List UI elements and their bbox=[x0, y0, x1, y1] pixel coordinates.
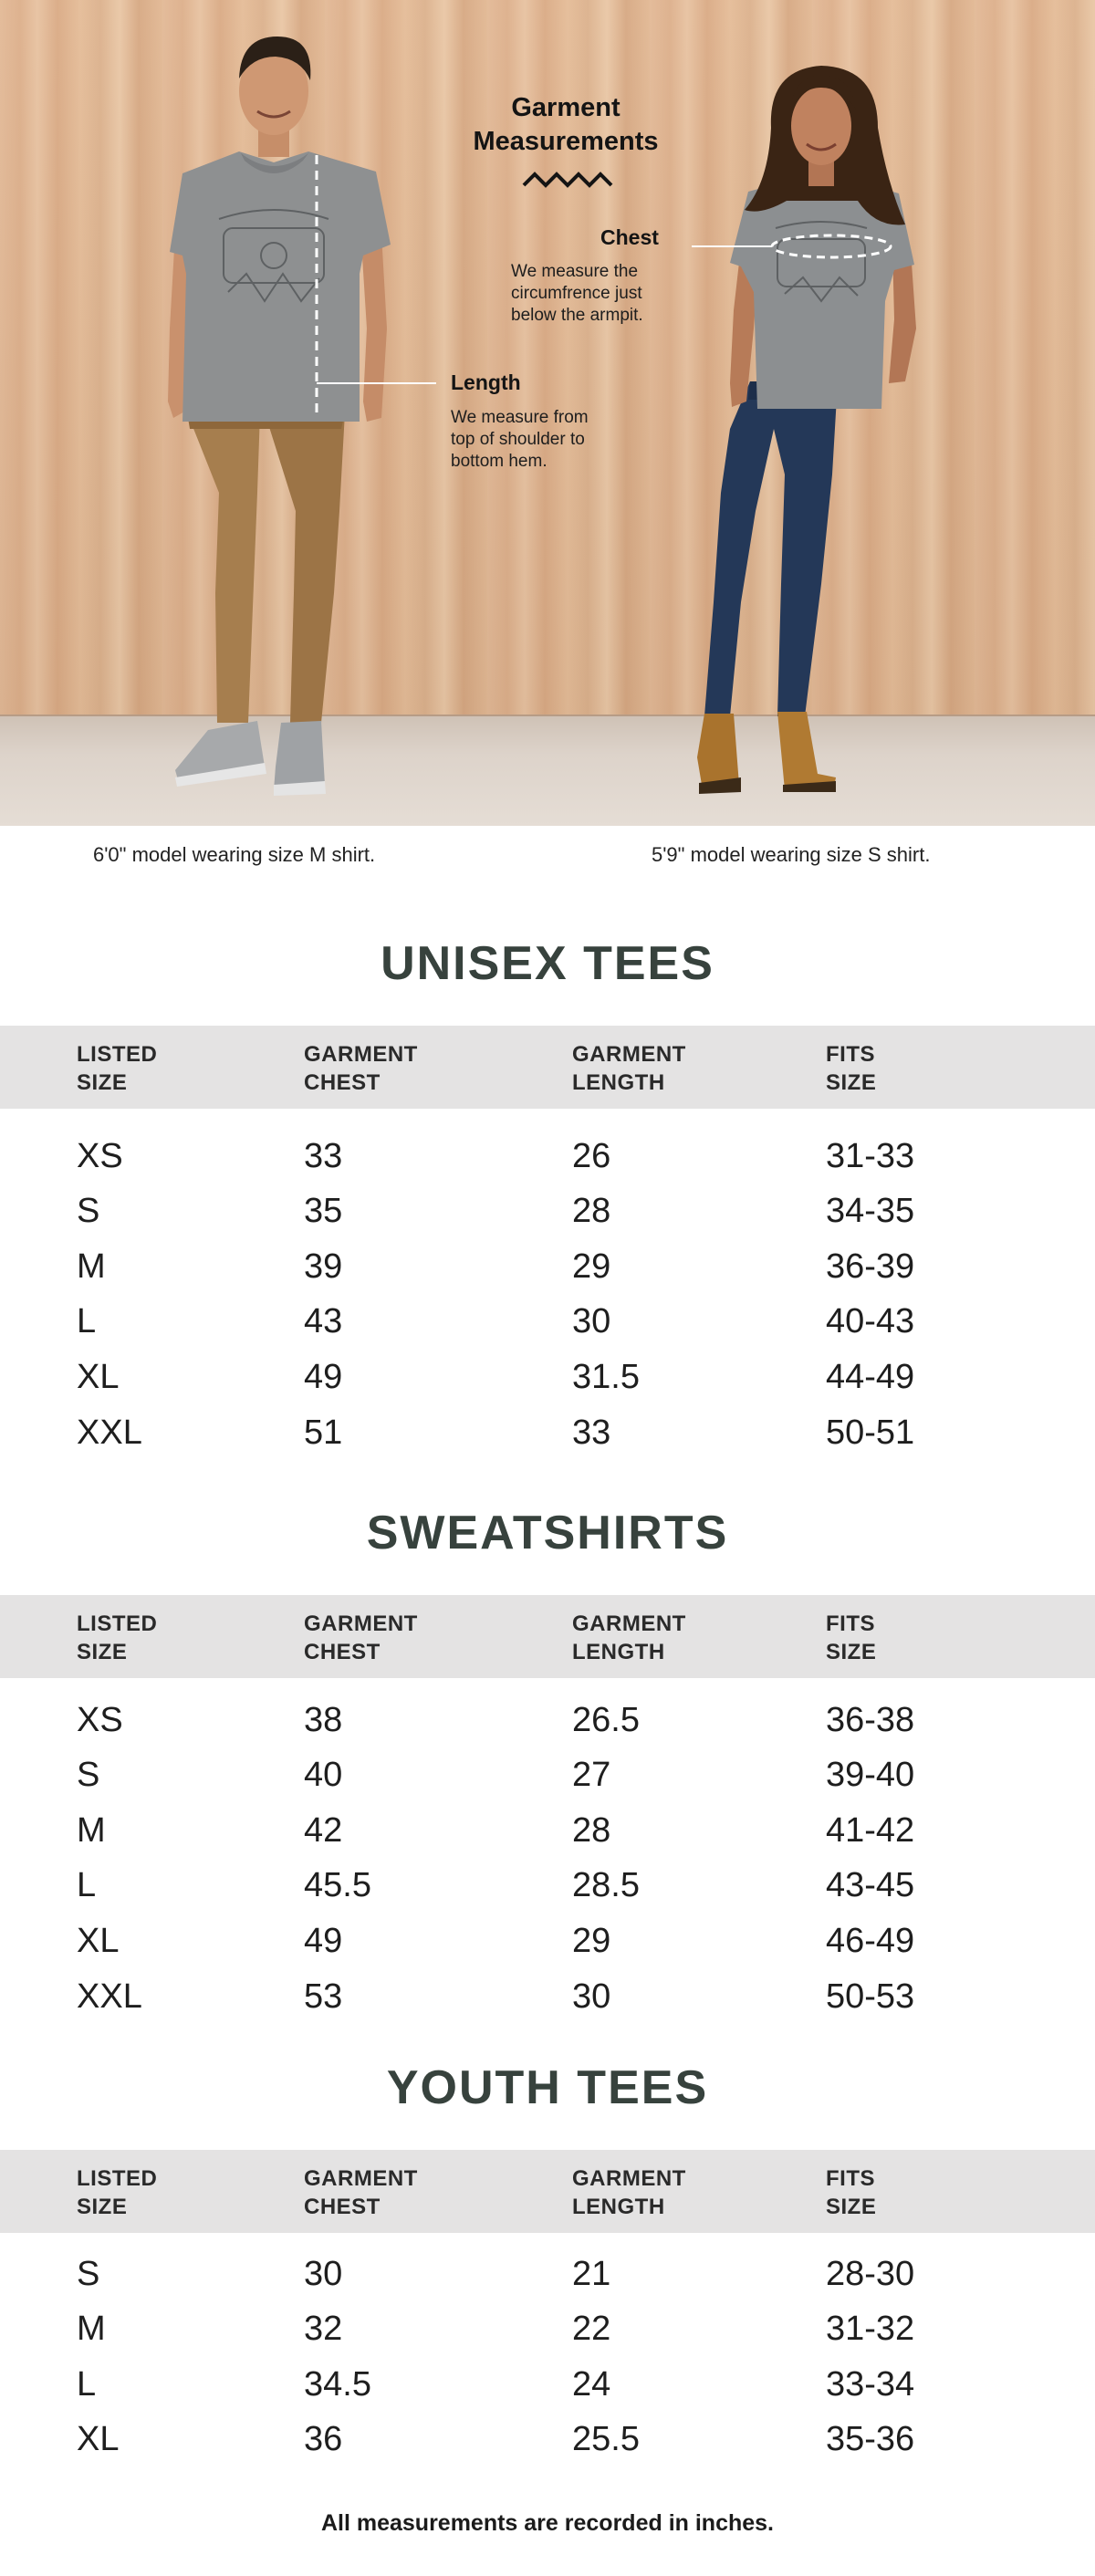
fits-size-cell: 34-35 bbox=[826, 1192, 915, 1230]
chest-cell: 43 bbox=[304, 1302, 343, 1340]
table-row bbox=[0, 1239, 1095, 1294]
chest-text-line: circumfrence just bbox=[511, 284, 642, 303]
table-row bbox=[0, 1294, 1095, 1349]
table-row bbox=[0, 1405, 1095, 1460]
table-row bbox=[0, 1914, 1095, 1968]
listed-size-cell: S bbox=[77, 1756, 100, 1794]
listed-size-cell: XS bbox=[77, 1137, 123, 1175]
title-line-2: Measurements bbox=[473, 127, 659, 156]
fits-size-cell: 50-51 bbox=[826, 1413, 915, 1452]
chest-cell: 34.5 bbox=[304, 2365, 371, 2404]
listed-size-cell: M bbox=[77, 1811, 106, 1850]
length-callout-title: Length bbox=[451, 370, 521, 394]
header-listed-size: LISTED SIZE bbox=[77, 1611, 158, 1664]
listed-size-cell: L bbox=[77, 2365, 97, 2404]
listed-size-cell: L bbox=[77, 1866, 97, 1904]
youth-tees-header bbox=[0, 2150, 1095, 2233]
length-cell: 24 bbox=[572, 2365, 611, 2404]
length-text-line: bottom hem. bbox=[451, 452, 548, 471]
listed-size-cell: XL bbox=[77, 1358, 120, 1396]
chest-cell: 45.5 bbox=[304, 1866, 371, 1904]
table-row bbox=[0, 1858, 1095, 1913]
fits-size-cell: 41-42 bbox=[826, 1811, 915, 1850]
fits-size-cell: 46-49 bbox=[826, 1922, 915, 1960]
unisex-tees-header bbox=[0, 1026, 1095, 1109]
fits-size-cell: 40-43 bbox=[826, 1302, 915, 1340]
length-cell: 26 bbox=[572, 1137, 611, 1175]
fits-size-cell: 31-32 bbox=[826, 2310, 915, 2348]
female-model-caption: 5'9" model wearing size S shirt. bbox=[652, 843, 931, 866]
listed-size-cell: M bbox=[77, 2310, 106, 2348]
hero-photo bbox=[0, 0, 1095, 826]
youth-tees-title: YOUTH TEES bbox=[386, 2061, 709, 2114]
chest-text-line: We measure the bbox=[511, 262, 639, 281]
fits-size-cell: 44-49 bbox=[826, 1358, 915, 1396]
fits-size-cell: 33-34 bbox=[826, 2365, 915, 2404]
header-garment-length: GARMENT LENGTH bbox=[572, 2166, 686, 2219]
listed-size-cell: M bbox=[77, 1247, 106, 1286]
length-cell: 29 bbox=[572, 1922, 611, 1960]
fits-size-cell: 39-40 bbox=[826, 1756, 915, 1794]
chest-cell: 33 bbox=[304, 1137, 343, 1175]
listed-size-cell: XS bbox=[77, 1701, 123, 1739]
table-row bbox=[0, 2357, 1095, 2412]
table-row bbox=[0, 1129, 1095, 1184]
listed-size-cell: L bbox=[77, 1302, 97, 1340]
table-row bbox=[0, 1803, 1095, 1858]
length-cell: 25.5 bbox=[572, 2420, 640, 2458]
header-garment-length: GARMENT LENGTH bbox=[572, 1611, 686, 1664]
chest-text-line: below the armpit. bbox=[511, 306, 643, 325]
chest-cell: 36 bbox=[304, 2420, 343, 2458]
listed-size-cell: XL bbox=[77, 1922, 120, 1960]
header-garment-chest: GARMENT CHEST bbox=[304, 1042, 418, 1095]
header-garment-length: GARMENT LENGTH bbox=[572, 1042, 686, 1095]
length-cell: 31.5 bbox=[572, 1358, 640, 1396]
fits-size-cell: 43-45 bbox=[826, 1866, 915, 1904]
header-garment-chest: GARMENT CHEST bbox=[304, 2166, 418, 2219]
female-model bbox=[692, 66, 916, 794]
fits-size-cell: 36-39 bbox=[826, 1247, 915, 1286]
garment-measurements-title bbox=[438, 91, 694, 159]
chest-cell: 30 bbox=[304, 2255, 343, 2293]
listed-size-cell: S bbox=[77, 1192, 100, 1230]
listed-size-cell: XL bbox=[77, 2420, 120, 2458]
length-cell: 28 bbox=[572, 1811, 611, 1850]
male-model-caption: 6'0" model wearing size M shirt. bbox=[93, 843, 376, 866]
length-callout-text bbox=[451, 407, 589, 473]
sweatshirts-title: SWEATSHIRTS bbox=[366, 1507, 729, 1559]
chest-cell: 40 bbox=[304, 1756, 343, 1794]
table-row bbox=[0, 1969, 1095, 2024]
header-garment-chest: GARMENT CHEST bbox=[304, 1611, 418, 1664]
chest-cell: 32 bbox=[304, 2310, 343, 2348]
chest-cell: 38 bbox=[304, 1701, 343, 1739]
length-cell: 26.5 bbox=[572, 1701, 640, 1739]
length-cell: 28 bbox=[572, 1192, 611, 1230]
zigzag-divider-icon bbox=[522, 169, 613, 191]
length-cell: 27 bbox=[572, 1756, 611, 1794]
header-listed-size: LISTED SIZE bbox=[77, 2166, 158, 2219]
listed-size-cell: XXL bbox=[77, 1977, 142, 2016]
unisex-tees-title: UNISEX TEES bbox=[381, 937, 714, 990]
table-row bbox=[0, 1747, 1095, 1802]
fits-size-cell: 35-36 bbox=[826, 2420, 915, 2458]
listed-size-cell: S bbox=[77, 2255, 100, 2293]
table-row bbox=[0, 1350, 1095, 1404]
sweatshirts-header bbox=[0, 1595, 1095, 1678]
length-cell: 21 bbox=[572, 2255, 611, 2293]
chest-cell: 35 bbox=[304, 1192, 343, 1230]
chest-cell: 39 bbox=[304, 1247, 343, 1286]
header-fits-size: FITS SIZE bbox=[826, 1611, 877, 1664]
length-cell: 33 bbox=[572, 1413, 611, 1452]
header-fits-size: FITS SIZE bbox=[826, 1042, 877, 1095]
table-row bbox=[0, 2301, 1095, 2356]
header-listed-size: LISTED SIZE bbox=[77, 1042, 158, 1095]
chest-callout-text bbox=[511, 261, 643, 327]
chest-cell: 49 bbox=[304, 1922, 343, 1960]
fits-size-cell: 31-33 bbox=[826, 1137, 915, 1175]
length-cell: 22 bbox=[572, 2310, 611, 2348]
length-cell: 28.5 bbox=[572, 1866, 640, 1904]
chest-cell: 53 bbox=[304, 1977, 343, 2016]
table-row bbox=[0, 2247, 1095, 2301]
table-row bbox=[0, 2412, 1095, 2466]
table-row bbox=[0, 1184, 1095, 1238]
length-cell: 30 bbox=[572, 1302, 611, 1340]
header-fits-size: FITS SIZE bbox=[826, 2166, 877, 2219]
chest-callout-title: Chest bbox=[600, 225, 659, 249]
length-cell: 29 bbox=[572, 1247, 611, 1286]
male-model bbox=[168, 37, 436, 796]
table-row bbox=[0, 1693, 1095, 1747]
length-text-line: We measure from bbox=[451, 408, 589, 427]
length-text-line: top of shoulder to bbox=[451, 430, 585, 449]
chest-cell: 49 bbox=[304, 1358, 343, 1396]
length-cell: 30 bbox=[572, 1977, 611, 2016]
title-line-1: Garment bbox=[511, 93, 620, 122]
listed-size-cell: XXL bbox=[77, 1413, 142, 1452]
fits-size-cell: 28-30 bbox=[826, 2255, 915, 2293]
chest-cell: 42 bbox=[304, 1811, 343, 1850]
measurement-footnote: All measurements are recorded in inches. bbox=[320, 2510, 775, 2536]
fits-size-cell: 50-53 bbox=[826, 1977, 915, 2016]
chest-cell: 51 bbox=[304, 1413, 343, 1452]
fits-size-cell: 36-38 bbox=[826, 1701, 915, 1739]
